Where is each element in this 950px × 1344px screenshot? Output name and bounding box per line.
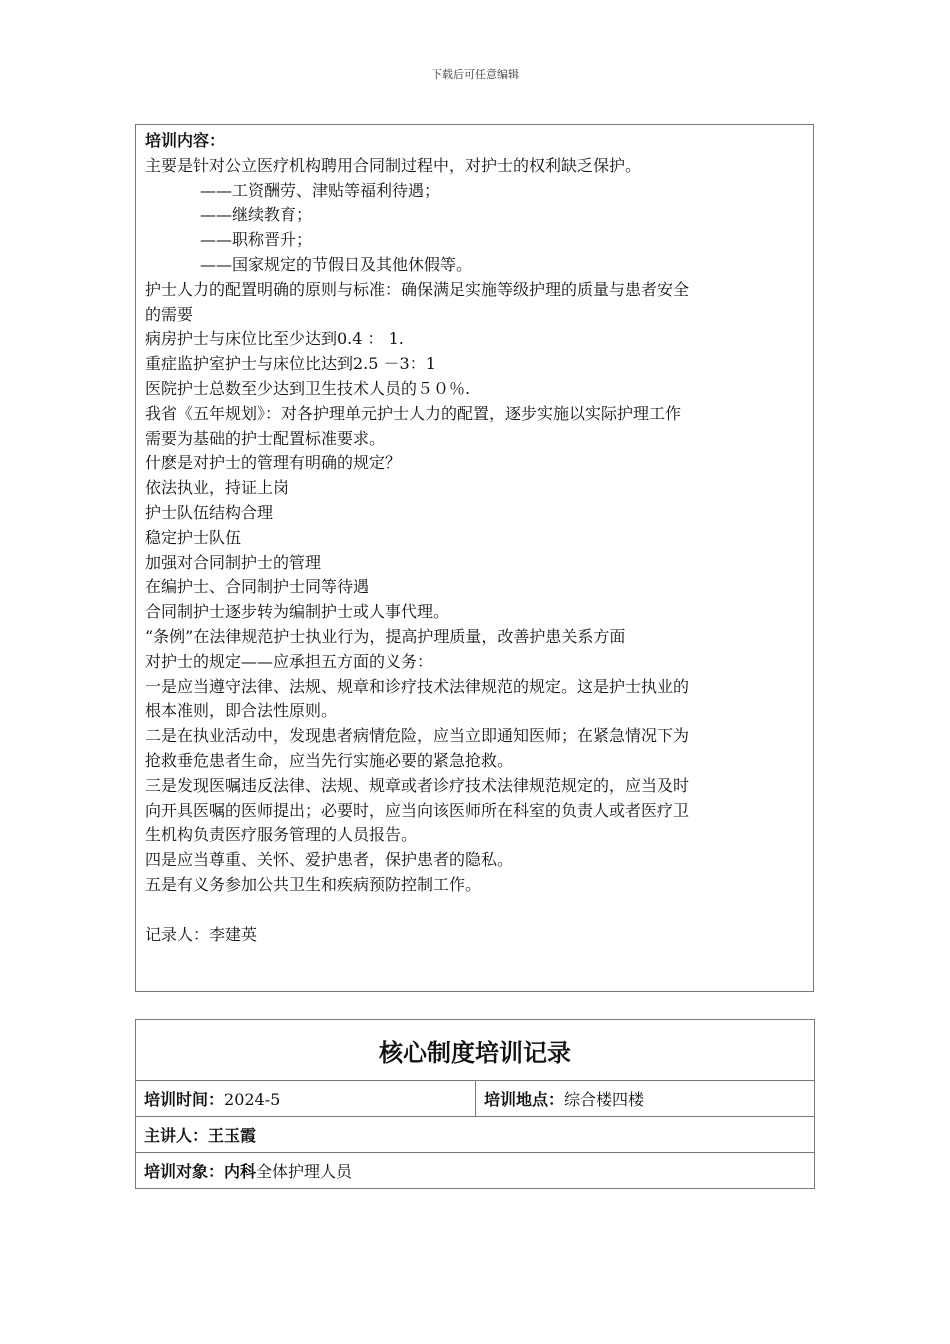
content-line: 向开具医嘱的医师提出；必要时，应当向该医师所在科室的负责人或者医疗卫 bbox=[145, 800, 690, 820]
training-content-box bbox=[135, 124, 814, 992]
blank-line bbox=[145, 898, 805, 923]
content-line: 生机构负责医疗服务管理的人员报告。 bbox=[145, 825, 418, 845]
speaker-label: 主讲人： bbox=[144, 1126, 209, 1145]
content-line: 五是有义务参加公共卫生和疾病预防控制工作。 bbox=[145, 874, 482, 894]
record-title: 核心制度培训记录 bbox=[136, 1020, 815, 1081]
header-note: 下载后可任意编辑 bbox=[431, 68, 519, 81]
content-line: 合同制护士逐步转为编制护士或人事代理。 bbox=[145, 602, 450, 622]
core-system-training-record-table bbox=[135, 1019, 815, 1189]
speaker-cell bbox=[136, 1117, 815, 1153]
content-line: 什麽是对护士的管理有明确的规定？ bbox=[145, 453, 402, 473]
content-line: 抢救垂危患者生命，应当先行实施必要的紧急抢救。 bbox=[145, 750, 514, 770]
content-line: 我省《五年规划》：对各护理单元护士人力的配置，逐步实施以实际护理工作 bbox=[145, 403, 682, 423]
content-line: 护士人力的配置明确的原则与标准：确保满足实施等级护理的质量与患者安全 bbox=[145, 279, 690, 299]
training-place-label: 培训地点： bbox=[484, 1090, 565, 1109]
content-line: 稳定护士队伍 bbox=[145, 527, 242, 547]
audience-label: 培训对象： bbox=[144, 1162, 225, 1181]
speaker-value: 王玉霞 bbox=[208, 1126, 257, 1145]
content-line: ——工资酬劳、津贴等福利待遇； bbox=[200, 180, 441, 200]
training-time-cell bbox=[136, 1081, 476, 1117]
content-line: 重症监护室护士与床位比达到2.5 －3：1 bbox=[145, 354, 436, 374]
recorder-line: 记录人：李建英 bbox=[145, 924, 258, 944]
content-line: 三是发现医嘱违反法律、法规、规章或者诊疗技术法律规范规定的，应当及时 bbox=[145, 775, 690, 795]
content-line: ——职称晋升； bbox=[200, 230, 313, 250]
training-place-value: 综合楼四楼 bbox=[564, 1090, 645, 1109]
content-line: 的需要 bbox=[145, 304, 194, 324]
audience-cell bbox=[136, 1153, 815, 1189]
audience-value: 全体护理人员 bbox=[256, 1162, 353, 1181]
content-line: 需要为基础的护士配置标准要求。 bbox=[145, 428, 386, 448]
content-line: 一是应当遵守法律、法规、规章和诊疗技术法律规范的规定。这是护士执业的 bbox=[145, 676, 690, 696]
content-line: 依法执业，持证上岗 bbox=[145, 478, 290, 498]
content-line: 加强对合同制护士的管理 bbox=[145, 552, 322, 572]
training-time-value: 2024-5 bbox=[224, 1090, 281, 1109]
content-line: “条例”在法律规范护士执业行为，提高护理质量，改善护患关系方面 bbox=[145, 626, 626, 646]
content-line: 在编护士、合同制护士同等待遇 bbox=[145, 577, 370, 597]
content-line: 对护士的规定——应承担五方面的义务： bbox=[145, 651, 434, 671]
audience-dept: 内科 bbox=[224, 1162, 257, 1181]
content-line: 病房护士与床位比至少达到0.4 ： 1. bbox=[145, 329, 404, 349]
content-heading: 培训内容： bbox=[145, 131, 226, 150]
training-place-cell bbox=[476, 1081, 815, 1117]
content-line: ——继续教育； bbox=[200, 205, 313, 225]
content-line: ——国家规定的节假日及其他休假等。 bbox=[200, 254, 473, 274]
content-line: 医院护士总数至少达到卫生技术人员的５０％. bbox=[145, 378, 471, 398]
content-line: 二是在执业活动中，发现患者病情危险，应当立即通知医师；在紧急情况下为 bbox=[145, 726, 690, 746]
training-time-label: 培训时间： bbox=[144, 1090, 225, 1109]
content-line: 护士队伍结构合理 bbox=[145, 502, 274, 522]
content-line: 根本准则，即合法性原则。 bbox=[145, 701, 338, 721]
content-line: 主要是针对公立医疗机构聘用合同制过程中，对护士的权利缺乏保护。 bbox=[145, 155, 642, 175]
content-line: 四是应当尊重、关怀、爱护患者，保护患者的隐私。 bbox=[145, 850, 514, 870]
